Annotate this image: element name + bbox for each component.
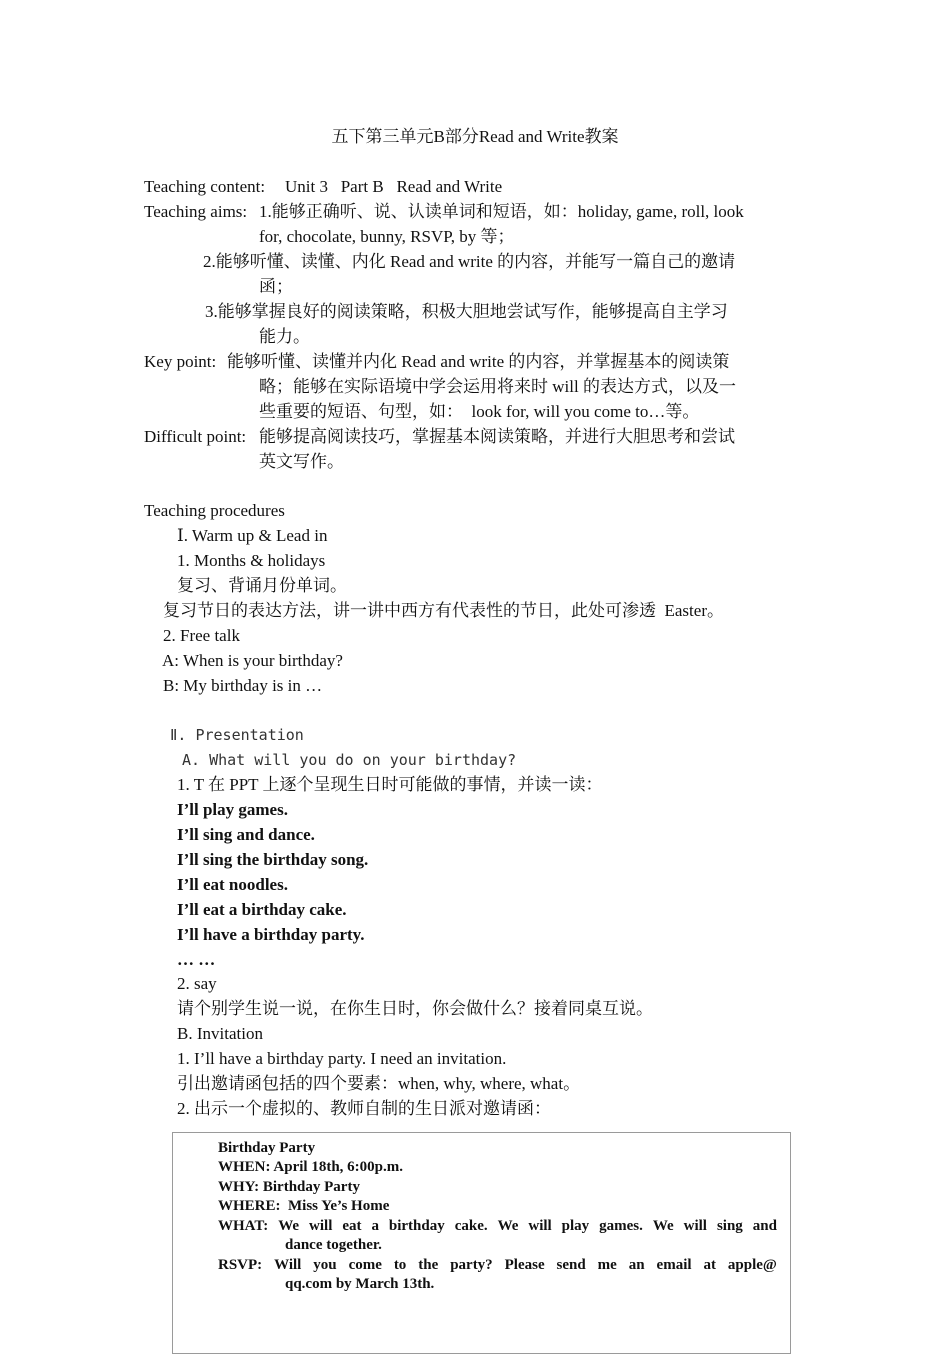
phrase-birthday-song: I’ll sing the birthday song. <box>177 850 369 869</box>
invitation-title: Birthday Party <box>218 1140 316 1156</box>
word: apple@ <box>727 1257 777 1273</box>
word: play <box>561 1218 590 1234</box>
word: will <box>683 1218 707 1234</box>
word: me <box>597 1257 617 1273</box>
word: come <box>348 1257 382 1273</box>
difficult-point-label: Difficult point: <box>144 427 247 446</box>
word: the <box>418 1257 439 1273</box>
aim-1-line-2: for, chocolate, bunny, RSVP, by 等； <box>259 227 515 246</box>
word: party? <box>450 1257 493 1273</box>
part-a-heading: A. What will you do on your birthday? <box>182 751 517 769</box>
invitation-rsvp-line-1 <box>218 1256 777 1276</box>
key-point-line-1: 能够听懂、读懂并内化 Read and write 的内容，并掌握基本的阅读策 <box>227 352 730 371</box>
invitation-when: WHEN: April 18th, 6:00p.m. <box>218 1159 404 1175</box>
word: to <box>393 1257 407 1273</box>
invitation-rsvp-line-2: qq.com by March 13th. <box>285 1276 435 1292</box>
aim-3-line-2: 能力。 <box>259 327 310 346</box>
phrase-birthday-party: I’ll have a birthday party. <box>177 925 365 944</box>
aim-2-line-1: 2.能够听懂、读懂、内化 Read and write 的内容，并能写一篇自己的邀请 <box>203 252 736 271</box>
dialog-line-b: B: My birthday is in … <box>163 676 323 695</box>
part-b-step-1: 1. I’ll have a birthday party. I need an invitation. <box>177 1049 507 1068</box>
word: you <box>313 1257 337 1273</box>
word: Please <box>504 1257 545 1273</box>
step-free-talk: 2. Free talk <box>163 626 240 645</box>
word: We <box>652 1218 674 1234</box>
teaching-content-label: Teaching content: <box>144 177 266 196</box>
word: WHAT: <box>218 1218 269 1234</box>
word: We <box>497 1218 519 1234</box>
dialog-line-a: A: When is your birthday? <box>162 651 343 670</box>
aim-2-line-2: 函； <box>259 277 293 296</box>
phrase-play-games: I’ll play games. <box>177 800 288 819</box>
word: RSVP: <box>218 1257 263 1273</box>
invitation-why: WHY: Birthday Party <box>218 1179 360 1195</box>
part-b-step-1-note: 引出邀请函包括的四个要素：when, why, where, what。 <box>177 1074 581 1093</box>
part-a-step-1: 1. T 在 PPT 上逐个呈现生日时可能做的事情，并读一读： <box>177 775 603 794</box>
part-a-step-2-note: 请个别学生说一说，在你生日时，你会做什么？接着同桌互说。 <box>177 999 653 1018</box>
step-note-holidays: 复习节日的表达方法，讲一讲中西方有代表性的节日，此处可渗透 Easter。 <box>163 601 724 620</box>
word: a <box>371 1218 379 1234</box>
key-point-line-2: 略；能够在实际语境中学会运用将来时 will 的表达方式，以及一 <box>259 377 736 396</box>
word: We <box>278 1218 300 1234</box>
invitation-what-line-1 <box>218 1217 777 1237</box>
difficult-point-line-1: 能够提高阅读技巧，掌握基本阅读策略，并进行大胆思考和尝试 <box>259 427 735 446</box>
phrase-eat-noodles: I’ll eat noodles. <box>177 875 288 894</box>
document-title: 五下第三单元B部分Read and Write教案 <box>331 127 619 146</box>
warm-up-heading: Ⅰ. Warm up & Lead in <box>177 526 328 545</box>
difficult-point-line-2: 英文写作。 <box>259 452 344 471</box>
word: an <box>628 1257 645 1273</box>
aim-3-line-1: 3.能够掌握良好的阅读策略，积极大胆地尝试写作，能够提高自主学习 <box>205 302 728 321</box>
presentation-heading: Ⅱ. Presentation <box>170 726 304 744</box>
word: email <box>656 1257 692 1273</box>
part-b-heading: B. Invitation <box>177 1024 263 1043</box>
word: Will <box>274 1257 302 1273</box>
part-b-step-2: 2. 出示一个虚拟的、教师自制的生日派对邀请函： <box>177 1099 551 1118</box>
word: and <box>752 1218 777 1234</box>
word: cake. <box>454 1218 488 1234</box>
phrase-ellipsis: … … <box>177 950 216 969</box>
word: will <box>309 1218 333 1234</box>
key-point-label: Key point: <box>144 352 217 371</box>
teaching-content-value: Unit 3 Part B Read and Write <box>285 177 503 196</box>
invitation-what-line-2: dance together. <box>285 1237 382 1253</box>
procedures-heading: Teaching procedures <box>144 501 285 520</box>
word: games. <box>599 1218 643 1234</box>
phrase-birthday-cake: I’ll eat a birthday cake. <box>177 900 347 919</box>
word: birthday <box>388 1218 445 1234</box>
key-point-line-3: 些重要的短语、句型，如： look for, will you come to…等。 <box>259 402 700 421</box>
teaching-aims-label: Teaching aims: <box>144 202 248 221</box>
word: send <box>556 1257 586 1273</box>
word: will <box>528 1218 552 1234</box>
part-a-step-2: 2. say <box>177 974 217 993</box>
step-months-holidays: 1. Months & holidays <box>177 551 326 570</box>
invitation-where: WHERE: Miss Ye’s Home <box>218 1198 390 1214</box>
word: sing <box>716 1218 743 1234</box>
word: at <box>703 1257 716 1273</box>
word: eat <box>342 1218 362 1234</box>
step-note-review-months: 复习、背诵月份单词。 <box>177 576 347 595</box>
phrase-sing-dance: I’ll sing and dance. <box>177 825 315 844</box>
aim-1-line-1: 1.能够正确听、说、认读单词和短语，如：holiday, game, roll, look <box>259 202 744 221</box>
